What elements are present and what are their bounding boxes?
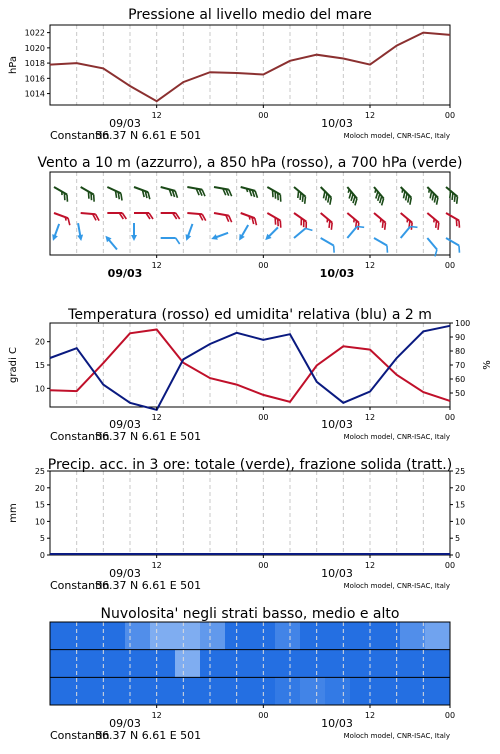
cloud-cell: [400, 622, 426, 650]
cloud-cell: [200, 622, 226, 650]
precip-frame: [50, 471, 450, 555]
wind-10m-barb-feather: [456, 246, 462, 253]
cloud-cell: [250, 650, 276, 678]
precip-y-tick-label: 0: [39, 551, 45, 560]
temp-rh-ylabel-right: %: [482, 360, 493, 370]
wind-10m-barb-staff: [321, 238, 334, 246]
wind-850-barb: [107, 213, 126, 219]
cloud-cell: [200, 650, 226, 678]
temp-rh-y-tick-label: 50: [455, 389, 466, 398]
pressure-x-tick-label: 00: [444, 111, 456, 120]
wind-700-barb: [442, 187, 460, 204]
wind-850-barb: [187, 213, 206, 221]
cloud-cell: [250, 677, 276, 705]
pressure-frame: [50, 25, 450, 105]
wind-850-barb: [161, 213, 180, 219]
wind-850-barb: [317, 213, 335, 230]
wind-10m-barb-feather: [176, 238, 180, 244]
cloud-title: Nuvolosita' negli strati basso, medio e alto: [100, 606, 400, 622]
wind-x-tick-label: 12: [151, 261, 162, 270]
cloud-x-tick-label: 00: [258, 711, 269, 720]
cloud-cell: [150, 622, 176, 650]
temp-rh-x-tick-label: 00: [258, 413, 269, 422]
cloud-cell: [125, 622, 151, 650]
temp-rh-y-tick-label: 70: [455, 361, 466, 370]
wind-700-barb: [239, 187, 259, 198]
cloud-cell: [125, 677, 151, 705]
wind-700-barb: [316, 187, 334, 205]
precip-title: Precip. acc. in 3 ore: totale (verde), frazione solida (tratt.): [47, 457, 453, 473]
precip-y-tick-label: 15: [455, 500, 466, 510]
precip-y-tick-label: 20: [34, 483, 45, 493]
cloud-cell: [400, 677, 426, 705]
temp-rh-y-tick-label: 60: [455, 375, 466, 384]
wind-850-barb: [423, 213, 441, 230]
cloud-coords: 36.37 N 6.61 E 501: [95, 729, 202, 742]
pressure-x-tick-label: 12: [151, 111, 162, 120]
wind-10m-barb: [443, 238, 462, 253]
wind-10m-barb-head: [237, 234, 245, 242]
cloud-cell: [50, 650, 76, 678]
cloud-cell: [200, 677, 226, 705]
wind-10m-barb-staff: [294, 228, 305, 238]
wind-10m-barb-feather: [384, 246, 390, 253]
pressure-y-tick-label: 1020: [24, 43, 45, 53]
wind-10m-barb: [423, 238, 440, 256]
wind-850-barb-feather: [66, 218, 72, 225]
temp-rh-y-tick-label: 15: [34, 361, 45, 370]
wind-10m-barb-head: [183, 234, 191, 242]
wind-850-barb: [134, 213, 153, 219]
wind-850-barb: [80, 213, 99, 221]
cloud-cell: [425, 650, 451, 678]
temp-rh-x-tick-label: 12: [151, 413, 162, 422]
wind-10m-barb: [371, 238, 390, 253]
precip-y-tick-label: 5: [39, 534, 45, 544]
cloud-cell: [350, 677, 376, 705]
cloud-cell: [425, 677, 451, 705]
pressure-station-label: Constantin: [50, 129, 110, 142]
cloud-date-label: 09/03: [109, 717, 141, 730]
temp-rh-coords: 36.37 N 6.61 E 501: [95, 430, 202, 443]
wind-700-barb: [78, 187, 97, 202]
wind-700-barb: [159, 187, 179, 198]
wind-10m-barb: [237, 224, 251, 243]
cloud-date-label: 10/03: [321, 717, 353, 730]
temp-rh-ylabel: gradi C: [8, 347, 19, 383]
wind-10m-barb: [50, 223, 62, 242]
cloud-cell: [50, 677, 76, 705]
precip-station-label: Constantin: [50, 579, 110, 592]
temp-rh-station-label: Constantin: [50, 430, 110, 443]
humidity-line: [50, 326, 450, 410]
cloud-station-label: Constantin: [50, 729, 110, 742]
cloud-cell: [75, 677, 101, 705]
cloud-cell: [150, 650, 176, 678]
wind-10m-barb-staff: [446, 238, 459, 246]
wind-10m-barb: [103, 234, 119, 252]
pressure-y-tick-label: 1022: [24, 28, 45, 38]
wind-700-barb: [105, 187, 125, 200]
precip-model-label: Moloch model, CNR-ISAC, Italy: [343, 582, 450, 590]
cloud-model-label: Moloch model, CNR-ISAC, Italy: [343, 732, 450, 740]
wind-10m-barb: [318, 238, 337, 253]
precip-y-tick-label: 0: [455, 551, 461, 560]
wind-x-tick-label: 00: [258, 261, 269, 270]
temp-rh-date-label: 10/03: [321, 418, 353, 431]
temp-rh-y-tick-label: 90: [455, 333, 466, 342]
cloud-cell: [225, 677, 251, 705]
cloud-x-tick-label: 00: [444, 711, 456, 720]
temp-rh-date-label: 09/03: [109, 418, 141, 431]
pressure-title: Pressione al livello medio del mare: [128, 7, 372, 23]
pressure-ylabel: hPa: [8, 55, 19, 75]
wind-700-barb: [396, 187, 414, 205]
cloud-cell: [175, 650, 201, 678]
wind-10m-barb-staff: [427, 238, 437, 249]
wind-10m-barb-head: [77, 235, 84, 242]
precip-ylabel: mm: [8, 503, 19, 523]
precip-y-tick-label: 20: [455, 483, 466, 493]
cloud-cell: [350, 650, 376, 678]
temp-rh-y-tick-label: 20: [34, 337, 45, 347]
wind-850-barb: [213, 213, 233, 222]
wind-10m-barb-staff: [347, 227, 357, 238]
wind-700-barb: [132, 187, 152, 199]
cloud-cell: [175, 677, 201, 705]
cloud-x-tick-label: 12: [364, 711, 376, 720]
pressure-x-tick-label: 12: [364, 111, 376, 120]
cloud-cell: [275, 650, 301, 678]
temp-rh-y-tick-label: 80: [455, 347, 466, 356]
wind-10m-barb: [131, 223, 137, 241]
wind-850-barb: [239, 213, 259, 225]
temp-rh-title: Temperatura (rosso) ed umidita' relativa (blu) a 2 m: [68, 307, 432, 323]
wind-10m-barb: [183, 223, 195, 242]
wind-10m-barb: [263, 225, 280, 242]
cloud-cell: [50, 622, 76, 650]
wind-10m-barb-head: [131, 235, 137, 241]
precip-x-tick-label: 00: [258, 561, 269, 570]
precip-y-tick-label: 10: [34, 517, 45, 527]
wind-850-barb: [291, 213, 310, 229]
pressure-x-tick-label: 00: [258, 111, 269, 120]
temp-rh-x-tick-label: 00: [444, 413, 456, 422]
cloud-cell: [350, 622, 376, 650]
cloud-cell: [325, 622, 351, 650]
wind-700-barb: [343, 187, 360, 205]
cloud-cell: [175, 622, 201, 650]
precip-date-label: 10/03: [321, 567, 353, 580]
wind-850-barb: [52, 213, 72, 225]
wind-850-barb: [264, 213, 283, 228]
wind-10m-barb-staff: [401, 227, 411, 238]
wind-700-barb: [186, 187, 206, 196]
cloud-cell: [300, 650, 326, 678]
temp-rh-model-label: Moloch model, CNR-ISAC, Italy: [343, 433, 450, 441]
wind-10m-barb: [161, 238, 180, 244]
pressure-coords: 36.37 N 6.61 E 501: [95, 129, 202, 142]
wind-850-barb: [370, 213, 388, 230]
precip-y-tick-label: 5: [455, 534, 461, 544]
cloud-cell: [150, 677, 176, 705]
cloud-cell: [325, 677, 351, 705]
wind-x-tick-label: 12: [364, 261, 376, 270]
pressure-model-label: Moloch model, CNR-ISAC, Italy: [343, 132, 450, 140]
wind-700-barb: [213, 187, 233, 196]
pressure-y-tick-label: 1018: [24, 59, 45, 69]
pressure-date-label: 09/03: [109, 117, 141, 130]
cloud-cell: [300, 677, 326, 705]
wind-700-barb: [51, 187, 70, 202]
precip-coords: 36.37 N 6.61 E 501: [95, 579, 202, 592]
wind-10m-barb-head: [210, 234, 218, 242]
wind-850-barb: [443, 213, 462, 228]
temp-rh-x-tick-label: 12: [364, 413, 376, 422]
pressure-date-label: 10/03: [321, 117, 353, 130]
wind-10m-barb: [294, 226, 312, 243]
wind-700-barb: [369, 187, 386, 205]
cloud-cell: [125, 650, 151, 678]
precip-y-tick-label: 25: [34, 467, 45, 476]
wind-700-barb: [290, 187, 308, 204]
wind-x-tick-label: 00: [444, 261, 456, 270]
wind-10m-barb-feather: [331, 246, 337, 253]
cloud-cell: [225, 622, 251, 650]
wind-700-barb: [264, 187, 283, 202]
cloud-cell: [425, 622, 451, 650]
cloud-cell: [75, 622, 101, 650]
wind-10m-barb-staff: [374, 238, 387, 246]
temp-rh-y-tick-label: 10: [34, 384, 45, 394]
wind-10m-barb: [210, 230, 229, 242]
cloud-cell: [300, 622, 326, 650]
cloud-cell: [400, 650, 426, 678]
pressure-y-tick-label: 1016: [24, 74, 45, 84]
precip-x-tick-label: 12: [364, 561, 376, 570]
cloud-cell: [250, 622, 276, 650]
precip-date-label: 09/03: [109, 567, 141, 580]
cloud-cell: [75, 650, 101, 678]
precip-x-tick-label: 12: [151, 561, 162, 570]
cloud-cell: [325, 650, 351, 678]
wind-date-label: 10/03: [319, 267, 355, 280]
temp-rh-y-tick-label: 100: [455, 319, 471, 328]
wind-date-label: 09/03: [107, 267, 143, 280]
pressure-y-tick-label: 1014: [24, 89, 45, 99]
cloud-cell: [275, 622, 301, 650]
pressure-line: [50, 33, 450, 102]
precip-y-tick-label: 25: [455, 467, 466, 476]
precip-y-tick-label: 10: [455, 517, 466, 527]
precip-y-tick-label: 15: [34, 500, 45, 510]
wind-700-barb: [423, 187, 441, 205]
precip-x-tick-label: 00: [444, 561, 456, 570]
wind-10m-barb-head: [50, 234, 58, 242]
cloud-x-tick-label: 12: [151, 711, 162, 720]
cloud-cell: [225, 650, 251, 678]
wind-title: Vento a 10 m (azzurro), a 850 hPa (rosso), a 700 hPa (verde): [37, 155, 463, 171]
cloud-cell: [275, 677, 301, 705]
